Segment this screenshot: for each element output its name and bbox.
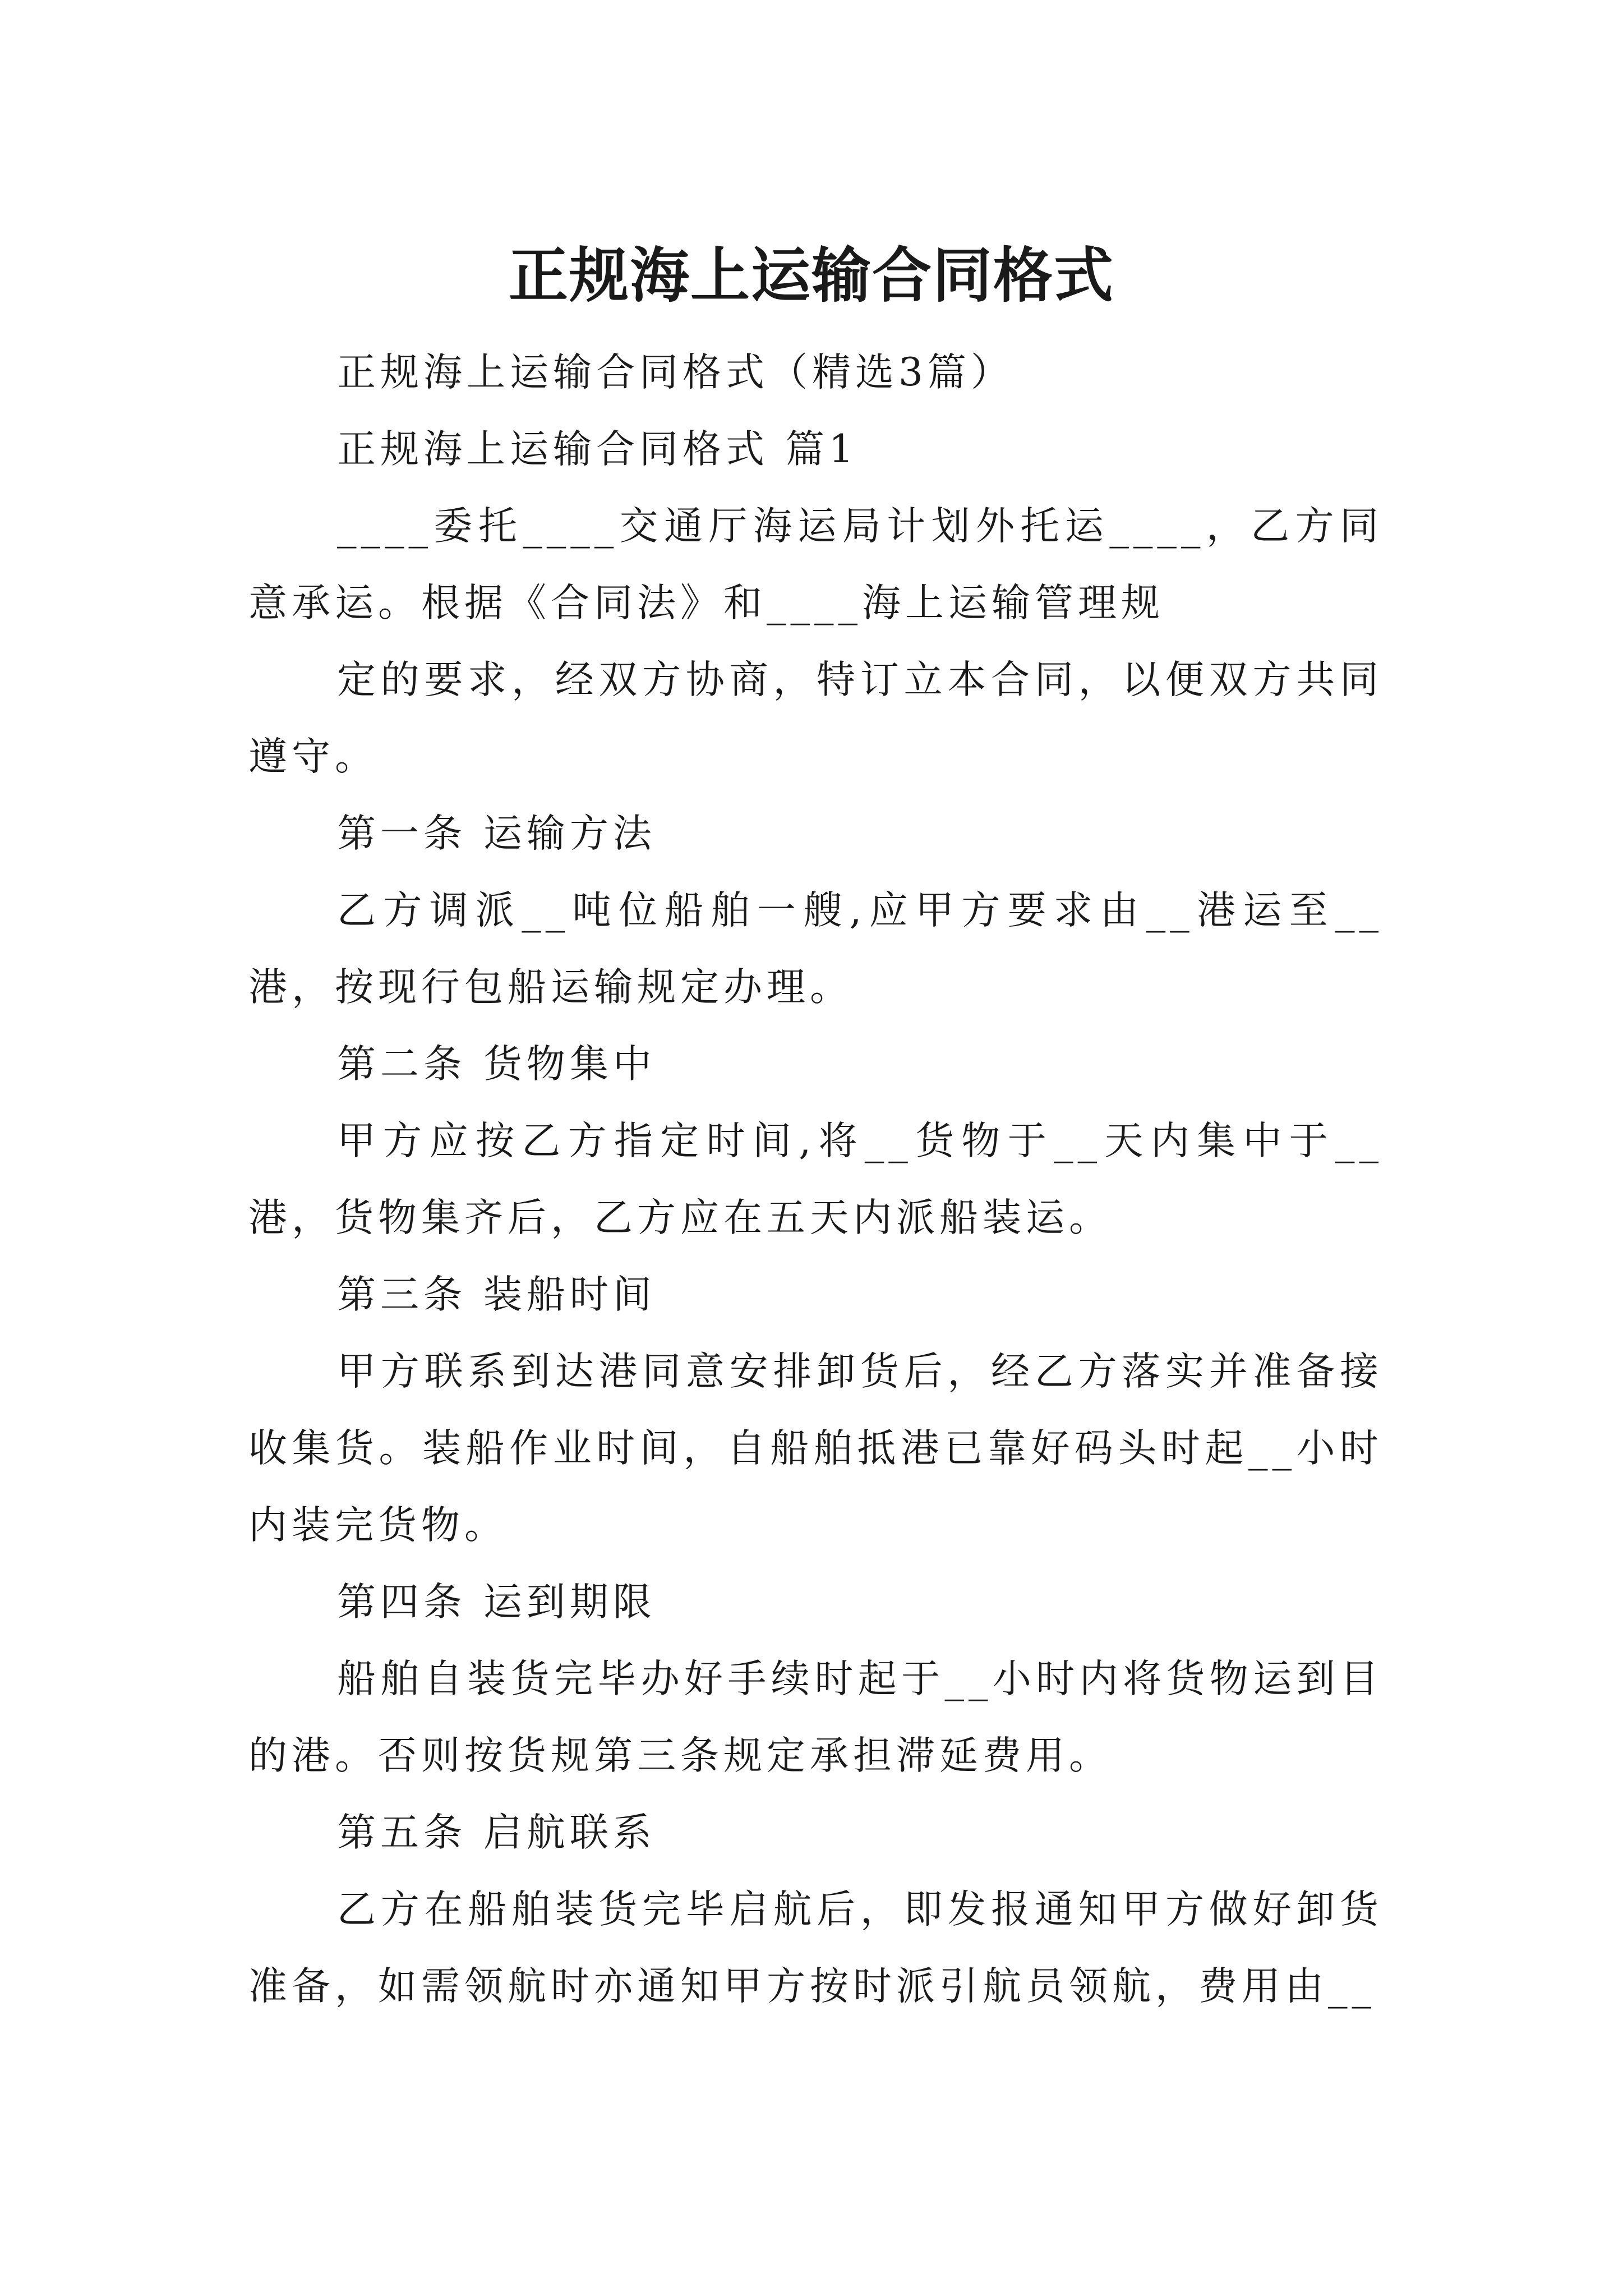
document-body xyxy=(248,334,1383,2025)
subtitle-paragraph: 正规海上运输合同格式（精选3篇） xyxy=(337,350,1014,395)
article-heading: 第一条 运输方法 xyxy=(337,811,656,856)
body-paragraph: 甲方联系到达港同意安排卸货后，经乙方落实并准备接收集货。装船作业时间，自船舶抵港已靠好码头时起__小时内装完货物。 xyxy=(248,1349,1383,1548)
body-paragraph: 船舶自装货完毕办好手续时起于__小时内将货物运到目的港。否则按货规第三条规定承担滞延费用。 xyxy=(248,1657,1383,1778)
body-paragraph: ____委托____交通厅海运局计划外托运____，乙方同意承运。根据《合同法》和____海上运输管理规 xyxy=(248,504,1383,625)
section-heading: 正规海上运输合同格式 篇1 xyxy=(337,427,858,472)
body-paragraph: 定的要求，经双方协商，特订立本合同，以便双方共同遵守。 xyxy=(248,657,1383,779)
article-heading: 第五条 启航联系 xyxy=(337,1810,656,1855)
article-heading: 第二条 货物集中 xyxy=(337,1042,656,1087)
body-paragraph: 乙方在船舶装货完毕启航后，即发报通知甲方做好卸货准备，如需领航时亦通知甲方按时派引航员领航，费用由__ xyxy=(248,1887,1383,2009)
document-title: 正规海上运输合同格式 xyxy=(509,240,1114,311)
article-heading: 第三条 装船时间 xyxy=(337,1272,656,1317)
article-heading: 第四条 运到期限 xyxy=(337,1580,656,1625)
body-paragraph: 甲方应按乙方指定时间,将__货物于__天内集中于__港，货物集齐后，乙方应在五天内派船装运。 xyxy=(248,1119,1383,1240)
body-paragraph: 乙方调派__吨位船舶一艘,应甲方要求由__港运至__港，按现行包船运输规定办理。 xyxy=(248,888,1383,1010)
